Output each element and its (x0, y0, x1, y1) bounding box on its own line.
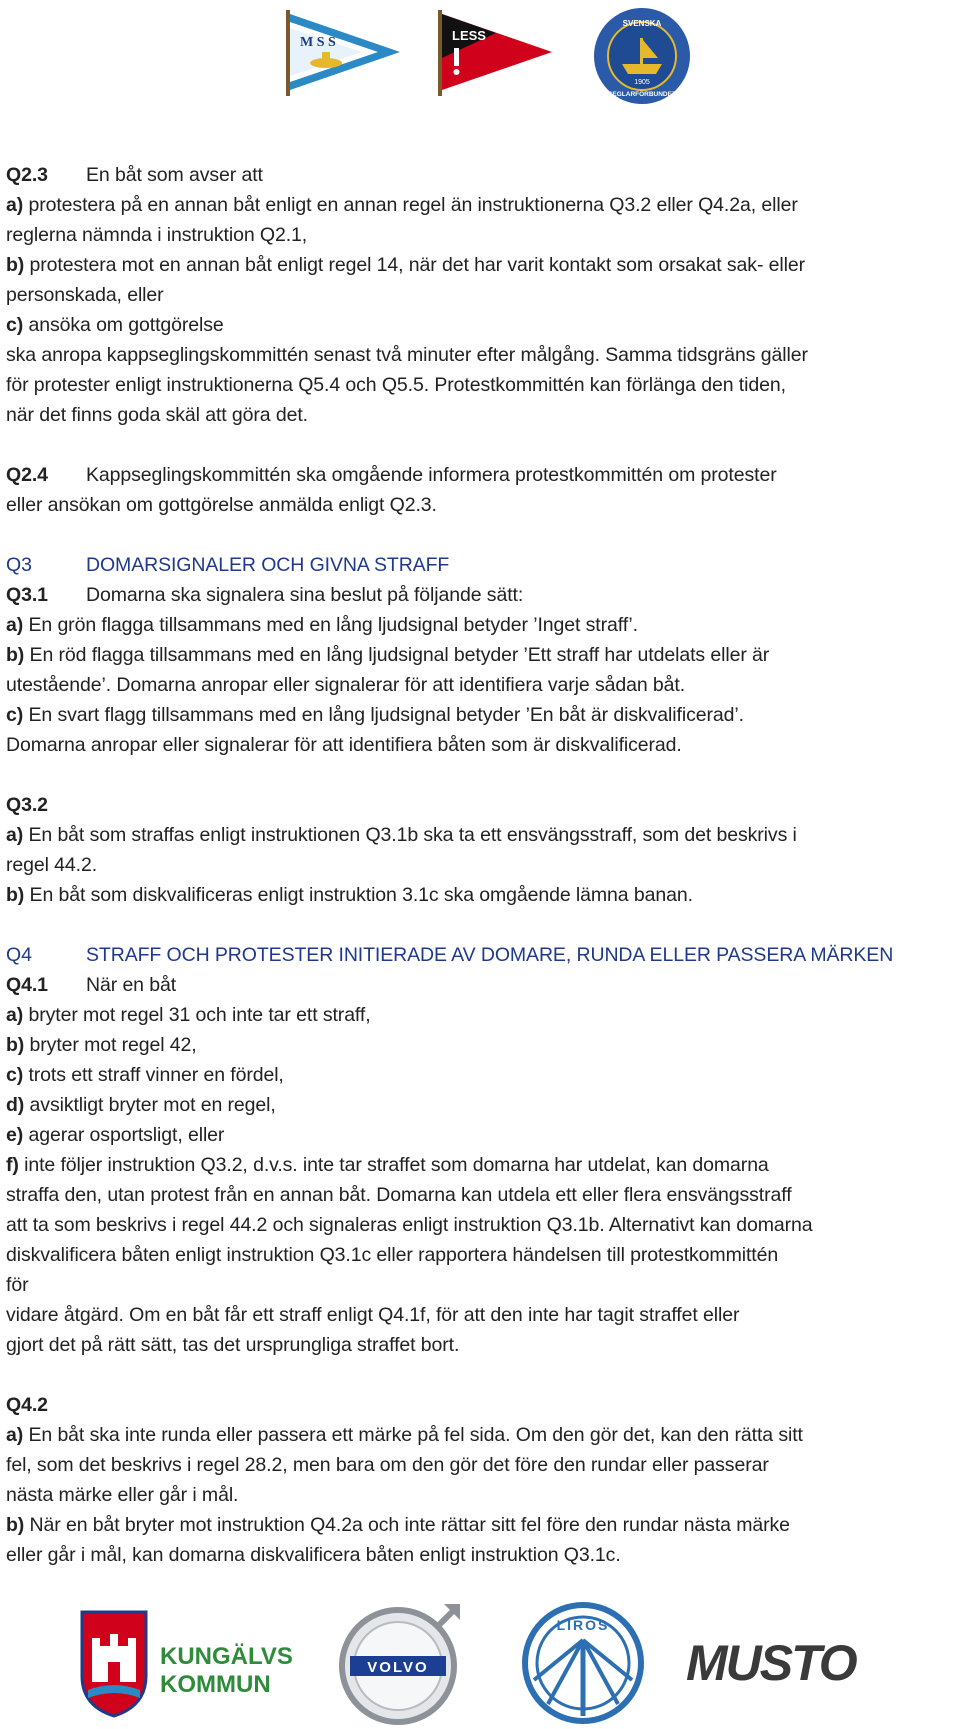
kungalv-line1: KUNGÄLVS (160, 1643, 293, 1670)
item-text: En båt som diskvalificeras enligt instruktion 3.1c ska omgående lämna banan. (29, 884, 693, 906)
q3-2-item-b (6, 880, 956, 910)
item-label: e) (6, 1124, 24, 1146)
svg-text:1905: 1905 (634, 79, 650, 86)
q3-1-item-c (6, 700, 956, 730)
volvo-text: VOLVO (367, 1659, 429, 1676)
item-text: för (6, 1274, 29, 1296)
item-text: utestående’. Domarna anropar eller signalerar för att identifiera varje sådan båt. (6, 674, 686, 696)
item-text: En röd flagga tillsammans med en lång ljudsignal betyder ’Ett straff har utdelats eller är (29, 644, 770, 666)
item-label: b) (6, 1514, 25, 1536)
section-id: Q3.2 (6, 794, 48, 816)
q4-2-item-a (6, 1420, 956, 1450)
q4-1-item-f-cont (6, 1300, 956, 1330)
section-intro: En båt som avser att (86, 164, 263, 186)
section-intro: När en båt (86, 974, 177, 996)
q3-1-item-b-cont (6, 670, 956, 700)
q2-3-body (6, 370, 956, 400)
item-text: bryter mot regel 31 och inte tar ett straff, (28, 1004, 371, 1026)
section-intro: Domarna ska signalera sina beslut på följande sätt: (86, 584, 524, 606)
musto-logo (686, 1634, 896, 1694)
less-pennant-logo (436, 8, 556, 98)
item-label: b) (6, 1034, 25, 1056)
item-text: ansöka om gottgörelse (28, 314, 224, 336)
item-text: inte följer instruktion Q3.2, d.v.s. inte tar straffet som domarna har utdelat, kan domarna (24, 1154, 769, 1176)
item-text: agerar osportsligt, eller (28, 1124, 225, 1146)
section-id: Q4.2 (6, 1394, 48, 1416)
q4-1-item-f (6, 1150, 956, 1180)
q3-heading (6, 550, 956, 580)
mss-pennant-logo (284, 8, 404, 98)
item-text: vidare åtgärd. Om en båt får ett straff enligt Q4.1f, för att den inte har tagit straffet eller (6, 1304, 740, 1326)
q4-2-item-a-cont (6, 1480, 956, 1510)
item-label: b) (6, 884, 25, 906)
q2-3-item-b (6, 250, 956, 280)
document-body (6, 160, 956, 1570)
body-text: när det finns goda skäl att göra det. (6, 404, 308, 426)
body-text: ska anropa kappseglingskommittén senast två minuter efter målgång. Samma tidsgräns gäller (6, 344, 808, 366)
section-id: Q4.1 (6, 974, 48, 996)
item-text: regel 44.2. (6, 854, 98, 876)
svg-text:SVENSKA: SVENSKA (622, 19, 662, 28)
q3-1-item-c-cont (6, 730, 956, 760)
item-text: protestera på en annan båt enligt en annan regel än instruktionerna Q3.2 eller Q4.2a, eller (28, 194, 798, 216)
item-text: eller går i mål, kan domarna diskvalificera båten enligt instruktion Q3.1c. (6, 1544, 621, 1566)
volvo-logo (336, 1598, 466, 1728)
q3-2-heading (6, 790, 956, 820)
item-text: avsiktligt bryter mot en regel, (29, 1094, 276, 1116)
item-label: c) (6, 704, 24, 726)
musto-text: MUSTO (686, 1635, 856, 1691)
item-label: a) (6, 614, 24, 636)
item-text: En båt som straffas enligt instruktionen Q3.1b ska ta ett ensvängsstraff, som det beskrivs i (28, 824, 797, 846)
liros-logo (520, 1600, 646, 1726)
q2-3-body (6, 400, 956, 430)
q4-2-item-a-cont (6, 1450, 956, 1480)
section-id: Q3.1 (6, 584, 48, 606)
q3-1-item-a (6, 610, 956, 640)
q4-2-item-b (6, 1510, 956, 1540)
q2-3-body (6, 340, 956, 370)
section-title: DOMARSIGNALER OCH GIVNA STRAFF (86, 554, 450, 576)
q2-3-item-c (6, 310, 956, 340)
body-text: eller ansökan om gottgörelse anmälda enligt Q2.3. (6, 494, 437, 516)
q4-2-item-b-cont (6, 1540, 956, 1570)
liros-text: LIROS (556, 1617, 610, 1633)
item-text: gjort det på rätt sätt, tas det ursprungliga straffet bort. (6, 1334, 460, 1356)
item-text: bryter mot regel 42, (29, 1034, 197, 1056)
item-text: Domarna anropar eller signalerar för att identifiera båten som är diskvalificerad. (6, 734, 682, 756)
q3-2-item-a (6, 820, 956, 850)
q4-1-item-d (6, 1090, 956, 1120)
q4-1-item-f-cont (6, 1210, 956, 1240)
q4-2-heading (6, 1390, 956, 1420)
q4-1-item-a (6, 1000, 956, 1030)
section-id: Q2.3 (6, 164, 48, 186)
q4-1-item-f-cont (6, 1180, 956, 1210)
kungalv-line2: KOMMUN (160, 1671, 271, 1698)
item-text: fel, som det beskrivs i regel 28.2, men bara om den gör det före den rundar eller passerar (6, 1454, 769, 1476)
q4-heading (6, 940, 956, 970)
section-id: Q4 (6, 944, 32, 966)
item-text: straffa den, utan protest från en annan båt. Domarna kan utdela ett eller flera ensvängsstraff (6, 1184, 792, 1206)
q3-1-heading (6, 580, 956, 610)
section-title: STRAFF OCH PROTESTER INITIERADE AV DOMARE, RUNDA ELLER PASSERA MÄRKEN (86, 944, 894, 966)
item-label: a) (6, 824, 24, 846)
svg-text:SEGLARFÖRBUNDET: SEGLARFÖRBUNDET (608, 91, 676, 98)
q3-2-item-a-cont (6, 850, 956, 880)
q4-1-item-f-cont (6, 1330, 956, 1360)
item-text: nästa märke eller går i mål. (6, 1484, 239, 1506)
less-text: LESS (452, 28, 486, 43)
item-text: diskvalificera båten enligt instruktion Q3.1c eller rapportera händelsen till protestkommittén (6, 1244, 779, 1266)
item-text: att ta som beskrivs i regel 44.2 och signaleras enligt instruktion Q3.1b. Alternativt kan domarna (6, 1214, 813, 1236)
kungalv-text-logo (160, 1640, 310, 1700)
footer-sponsor-logos (0, 1596, 960, 1729)
item-label: b) (6, 644, 25, 666)
item-label: c) (6, 314, 24, 336)
section-id: Q3 (6, 554, 32, 576)
body-text: för protester enligt instruktionerna Q5.4 och Q5.5. Protestkommittén kan förlänga den tiden, (6, 374, 786, 396)
item-label: b) (6, 254, 25, 276)
item-text: protestera mot en annan båt enligt regel 14, när det har varit kontakt som orsakat sak- eller (29, 254, 805, 276)
item-label: a) (6, 1004, 24, 1026)
item-text: När en båt bryter mot instruktion Q4.2a och inte rättar sitt fel före den rundar nästa märke (29, 1514, 790, 1536)
item-label: f) (6, 1154, 19, 1176)
q4-1-item-e (6, 1120, 956, 1150)
svenska-seglarforbundet-seal (592, 6, 692, 106)
q2-3-heading (6, 160, 956, 190)
item-text: personskada, eller (6, 284, 164, 306)
item-text: En båt ska inte runda eller passera ett märke på fel sida. Om den gör det, kan den rätta sitt (28, 1424, 803, 1446)
q2-3-item-a (6, 190, 956, 220)
q4-1-heading (6, 970, 956, 1000)
item-text: trots ett straff vinner en fördel, (28, 1064, 284, 1086)
q4-1-item-b (6, 1030, 956, 1060)
q2-4-heading (6, 460, 956, 490)
header-logos (0, 0, 960, 120)
q2-3-item-a-cont (6, 220, 956, 250)
item-label: a) (6, 1424, 24, 1446)
item-label: a) (6, 194, 24, 216)
item-text: En grön flagga tillsammans med en lång ljudsignal betyder ’Inget straff’. (28, 614, 638, 636)
item-label: c) (6, 1064, 24, 1086)
q4-1-item-f-cont (6, 1240, 956, 1270)
body-text: Kappseglingskommittén ska omgående informera protestkommittén om protester (86, 464, 777, 486)
q2-4-body (6, 490, 956, 520)
section-id: Q2.4 (6, 464, 48, 486)
q4-1-item-f-cont (6, 1270, 956, 1300)
item-text: En svart flagg tillsammans med en lång ljudsignal betyder ’En båt är diskvalificerad’. (28, 704, 744, 726)
kungalv-crest-logo (78, 1606, 150, 1718)
mss-letter-m: M S S (300, 35, 336, 50)
q4-1-item-c (6, 1060, 956, 1090)
q3-1-item-b (6, 640, 956, 670)
item-label: d) (6, 1094, 25, 1116)
q2-3-item-b-cont (6, 280, 956, 310)
item-text: reglerna nämnda i instruktion Q2.1, (6, 224, 308, 246)
